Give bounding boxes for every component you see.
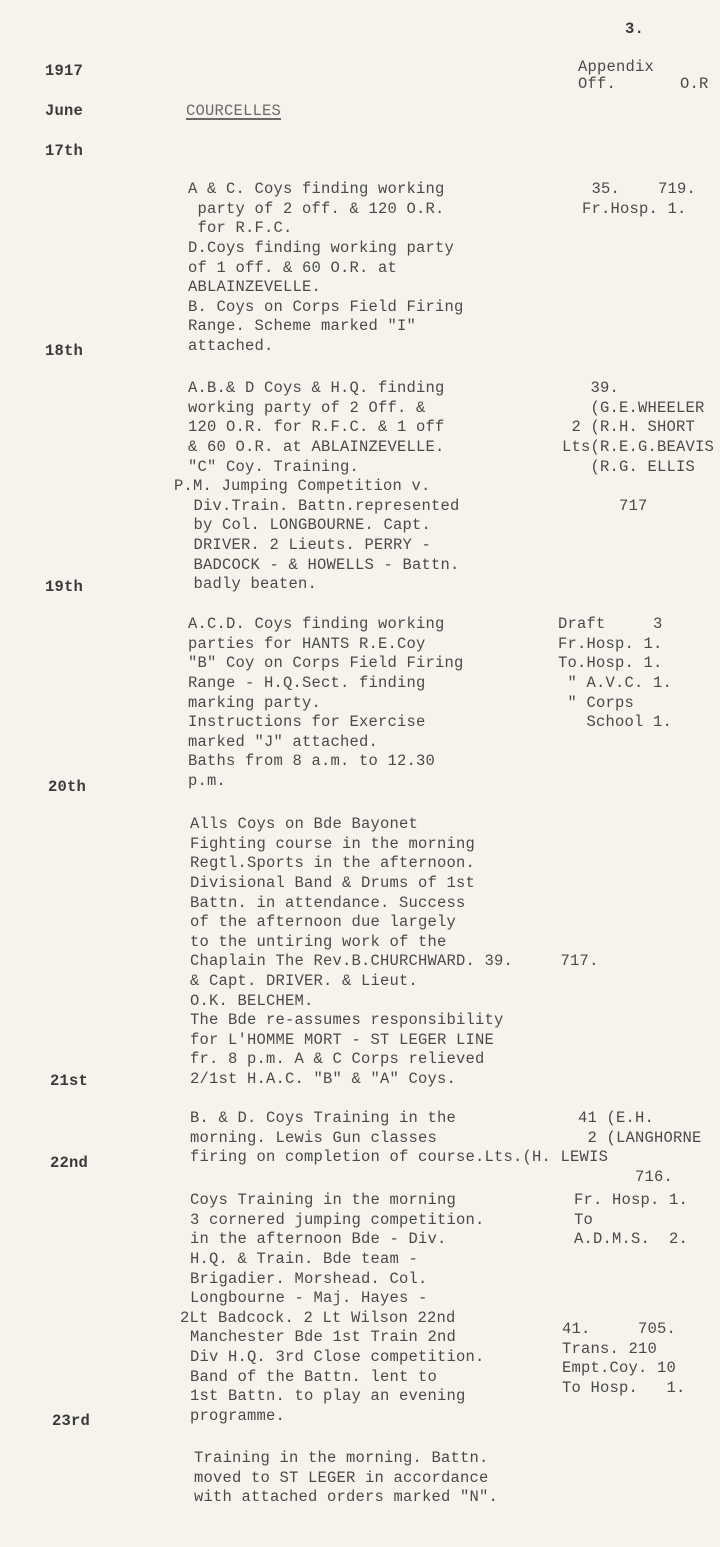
entry-text: B. & D. Coys Training in the morning. Lewis Gun classes firing on completion of course.Lts.(H. LEWIS bbox=[190, 1109, 609, 1167]
entry-text: Training in the morning. Battn. moved to ST LEGER in accordance with attached orders marked "N". bbox=[194, 1449, 499, 1507]
page-number: 3. bbox=[625, 20, 645, 38]
year-label: 1917 bbox=[45, 62, 84, 80]
entry-date: 21st bbox=[50, 1072, 89, 1090]
entry-date: 19th bbox=[45, 578, 84, 596]
month-label: June bbox=[45, 102, 84, 120]
entry-appendix-2: 41. 705. Trans. 210 Empt.Coy. 10 To Hosp. 1. bbox=[562, 1320, 686, 1397]
entry-text: A.C.D. Coys finding working parties for HANTS R.E.Coy "B" Coy on Corps Field Firing Range - H.Q.Sect. finding marking party. Instructions for Exercise marked "J" attached. Baths from 8 a.m. to 12.30 p.m. bbox=[188, 615, 464, 790]
entry-appendix: 41 (E.H. 2 (LANGHORNE 716. bbox=[578, 1109, 702, 1186]
entry-appendix: 35. 719. Fr.Hosp. 1. bbox=[582, 180, 697, 218]
entry-text: A.B.& D Coys & H.Q. finding working party of 2 Off. & 120 O.R. for R.F.C. & 1 off & 60 O.R. at ABLAINZEVELLE. "C" Coy. Training. P.M. Jumping Competition v. Div.Train. Battn.represented by Col. LONGBOURNE. Capt. DRIVER. 2 Lieuts. PERRY - BADCOCK - & HOWELLS - Battn. badly beaten. bbox=[174, 379, 460, 594]
entry-date: 23rd bbox=[52, 1412, 91, 1430]
entry-appendix: Draft 3 Fr.Hosp. 1. To.Hosp. 1. " A.V.C. 1. " Corps School 1. bbox=[558, 615, 673, 732]
entry-text: Coys Training in the morning 3 cornered jumping competition. in the afternoon Bde - Div. H.Q. & Train. Bde team - Brigadier. Morshead. Col. Longbourne - Maj. Hayes - 2Lt Badcock. 2 Lt Wilson 22nd Manchester Bde 1st Train 2nd Div H.Q. 3rd Close competition. Band of the Battn. lent to 1st Battn. to play an evening programme. bbox=[180, 1191, 485, 1425]
entry-date: 18th bbox=[45, 342, 84, 360]
entry-text: Alls Coys on Bde Bayonet Fighting course in the morning Regtl.Sports in the afternoon. Divisional Band & Drums of 1st Battn. in attendance. Success of the afternoon due largely to the untiring work of the Chaplain The Rev.B.CHURCHWARD. 39. 717. & Capt. DRIVER. & Lieut. O.K. BELCHEM. The Bde re-assumes responsibility for L'HOMME MORT - ST LEGER LINE fr. 8 p.m. A & C Corps relieved 2/1st H.A.C. "B" & "A" Coys. bbox=[190, 815, 599, 1088]
entry-appendix: Fr. Hosp. 1. To A.D.M.S. 2. bbox=[574, 1191, 689, 1249]
location-heading: COURCELLES bbox=[186, 102, 282, 120]
entry-appendix: 39. (G.E.WHEELER 2 (R.H. SHORT Lts(R.E.G.BEAVIS (R.G. ELLIS 717 bbox=[562, 379, 715, 515]
appendix-label: Appendix bbox=[578, 58, 655, 76]
column-header-or: O.R bbox=[680, 75, 709, 93]
entry-date: 20th bbox=[48, 778, 87, 796]
entry-date: 22nd bbox=[50, 1154, 89, 1172]
column-header-off: Off. bbox=[578, 75, 617, 93]
entry-date: 17th bbox=[45, 142, 84, 160]
entry-text: A & C. Coys finding working party of 2 off. & 120 O.R. for R.F.C. D.Coys finding working party of 1 off. & 60 O.R. at ABLAINZEVELLE. B. Coys on Corps Field Firing Range. Scheme marked "I" attached. bbox=[188, 180, 464, 355]
